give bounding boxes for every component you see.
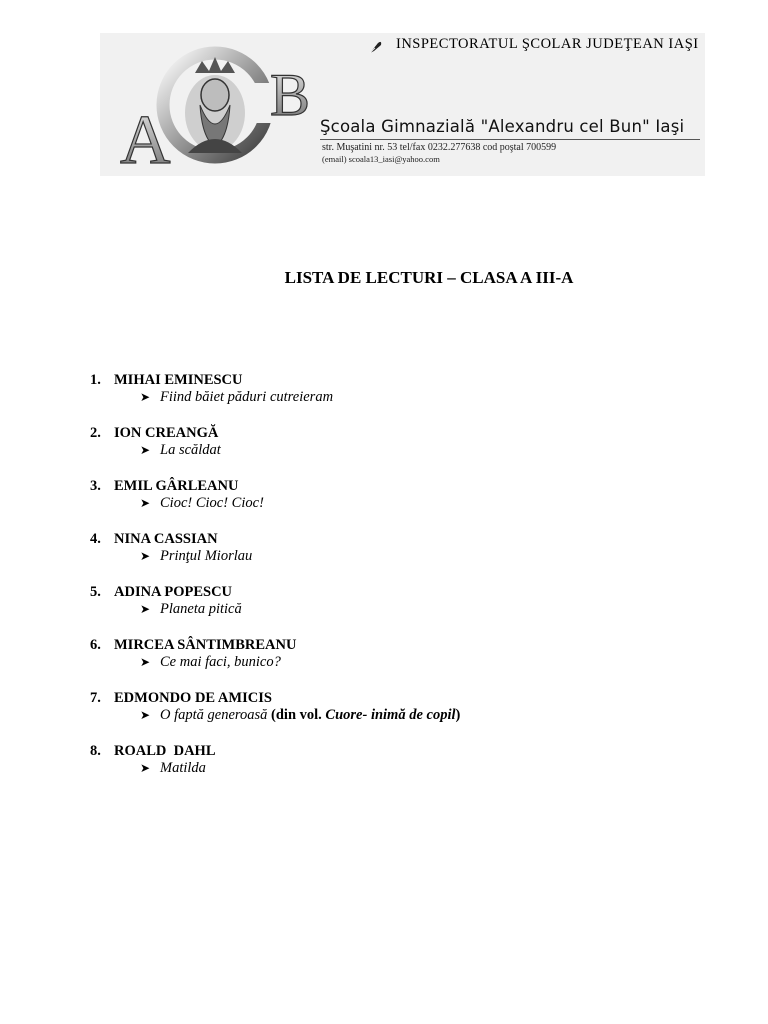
work-title: Fiind băiet păduri cutreieram (160, 389, 334, 405)
work-title: Ce mai faci, bunico? (160, 654, 281, 670)
work-entry (140, 442, 221, 459)
work-entry (140, 760, 206, 777)
arrowhead-bullet-icon: ➤ (140, 496, 151, 510)
author-heading (90, 584, 232, 601)
page-title-text: LISTA DE LECTURI – CLASA A III-A (284, 268, 574, 287)
item-number: 4. (90, 531, 101, 547)
item-number: 8. (90, 743, 101, 759)
item-number: 2. (90, 425, 101, 441)
author-name: ROALD DAHL (114, 743, 216, 759)
item-number: 3. (90, 478, 101, 494)
author-heading (90, 531, 218, 548)
work-entry (140, 707, 460, 724)
author-name: ION CREANGĂ (114, 425, 219, 441)
item-number: 1. (90, 372, 101, 388)
quill-icon (368, 39, 384, 55)
author-heading (90, 690, 272, 707)
author-name: MIRCEA SÂNTIMBREANU (114, 637, 297, 653)
item-number: 5. (90, 584, 101, 600)
list-item (90, 425, 690, 478)
school-email: (email) scoala13_iasi@yahoo.com (322, 154, 440, 164)
school-name: Şcoala Gimnazială "Alexandru cel Bun" Iaşi (320, 117, 685, 136)
work-entry (140, 548, 252, 565)
work-entry (140, 654, 281, 671)
work-title: La scăldat (160, 442, 221, 458)
work-entry (140, 389, 333, 406)
work-title: Planeta pitică (160, 601, 242, 617)
work-entry (140, 495, 264, 512)
list-item (90, 690, 690, 743)
list-item (90, 637, 690, 690)
list-item (90, 372, 690, 425)
item-number: 6. (90, 637, 101, 653)
volume-title: Cuore- inimă de copil (325, 707, 456, 723)
school-logo (110, 43, 315, 171)
work-title: Cioc! Cioc! Cioc! (160, 495, 264, 511)
author-name: NINA CASSIAN (114, 531, 218, 547)
list-item (90, 531, 690, 584)
item-number: 7. (90, 690, 101, 706)
list-item (90, 584, 690, 637)
author-heading (90, 478, 238, 495)
author-name: EDMONDO DE AMICIS (114, 690, 272, 706)
arrowhead-bullet-icon: ➤ (140, 390, 151, 404)
arrowhead-bullet-icon: ➤ (140, 443, 151, 457)
list-item (90, 743, 690, 796)
volume-note-close: ) (455, 707, 461, 723)
work-title: O faptă generoasă (160, 707, 268, 723)
author-heading (90, 372, 243, 389)
arrowhead-bullet-icon: ➤ (140, 549, 151, 563)
school-address: str. Muşatini nr. 53 tel/fax 0232.277638 cod poştal 700599 (322, 142, 557, 153)
work-entry (140, 601, 242, 618)
letterhead-divider (320, 139, 700, 140)
volume-note-open: (din vol. (267, 707, 326, 723)
author-name: EMIL GÂRLEANU (114, 478, 239, 494)
page-title (0, 268, 768, 288)
work-title: Matilda (160, 760, 206, 776)
arrowhead-bullet-icon: ➤ (140, 708, 151, 722)
arrowhead-bullet-icon: ➤ (140, 655, 151, 669)
logo-letter-a: A (120, 102, 171, 171)
letterhead (100, 33, 705, 176)
list-item (90, 478, 690, 531)
inspectorate-name: INSPECTORATUL ŞCOLAR JUDEŢEAN IAŞI (396, 36, 699, 52)
arrowhead-bullet-icon: ➤ (140, 761, 151, 775)
work-title: Prinţul Miorlau (160, 548, 253, 564)
author-heading (90, 743, 216, 760)
author-name: ADINA POPESCU (114, 584, 233, 600)
arrowhead-bullet-icon: ➤ (140, 602, 151, 616)
reading-list (90, 372, 690, 796)
author-heading (90, 425, 218, 442)
logo-letter-b: B (270, 62, 311, 128)
volume-note (267, 707, 460, 723)
author-name: MIHAI EMINESCU (114, 372, 243, 388)
author-heading (90, 637, 296, 654)
